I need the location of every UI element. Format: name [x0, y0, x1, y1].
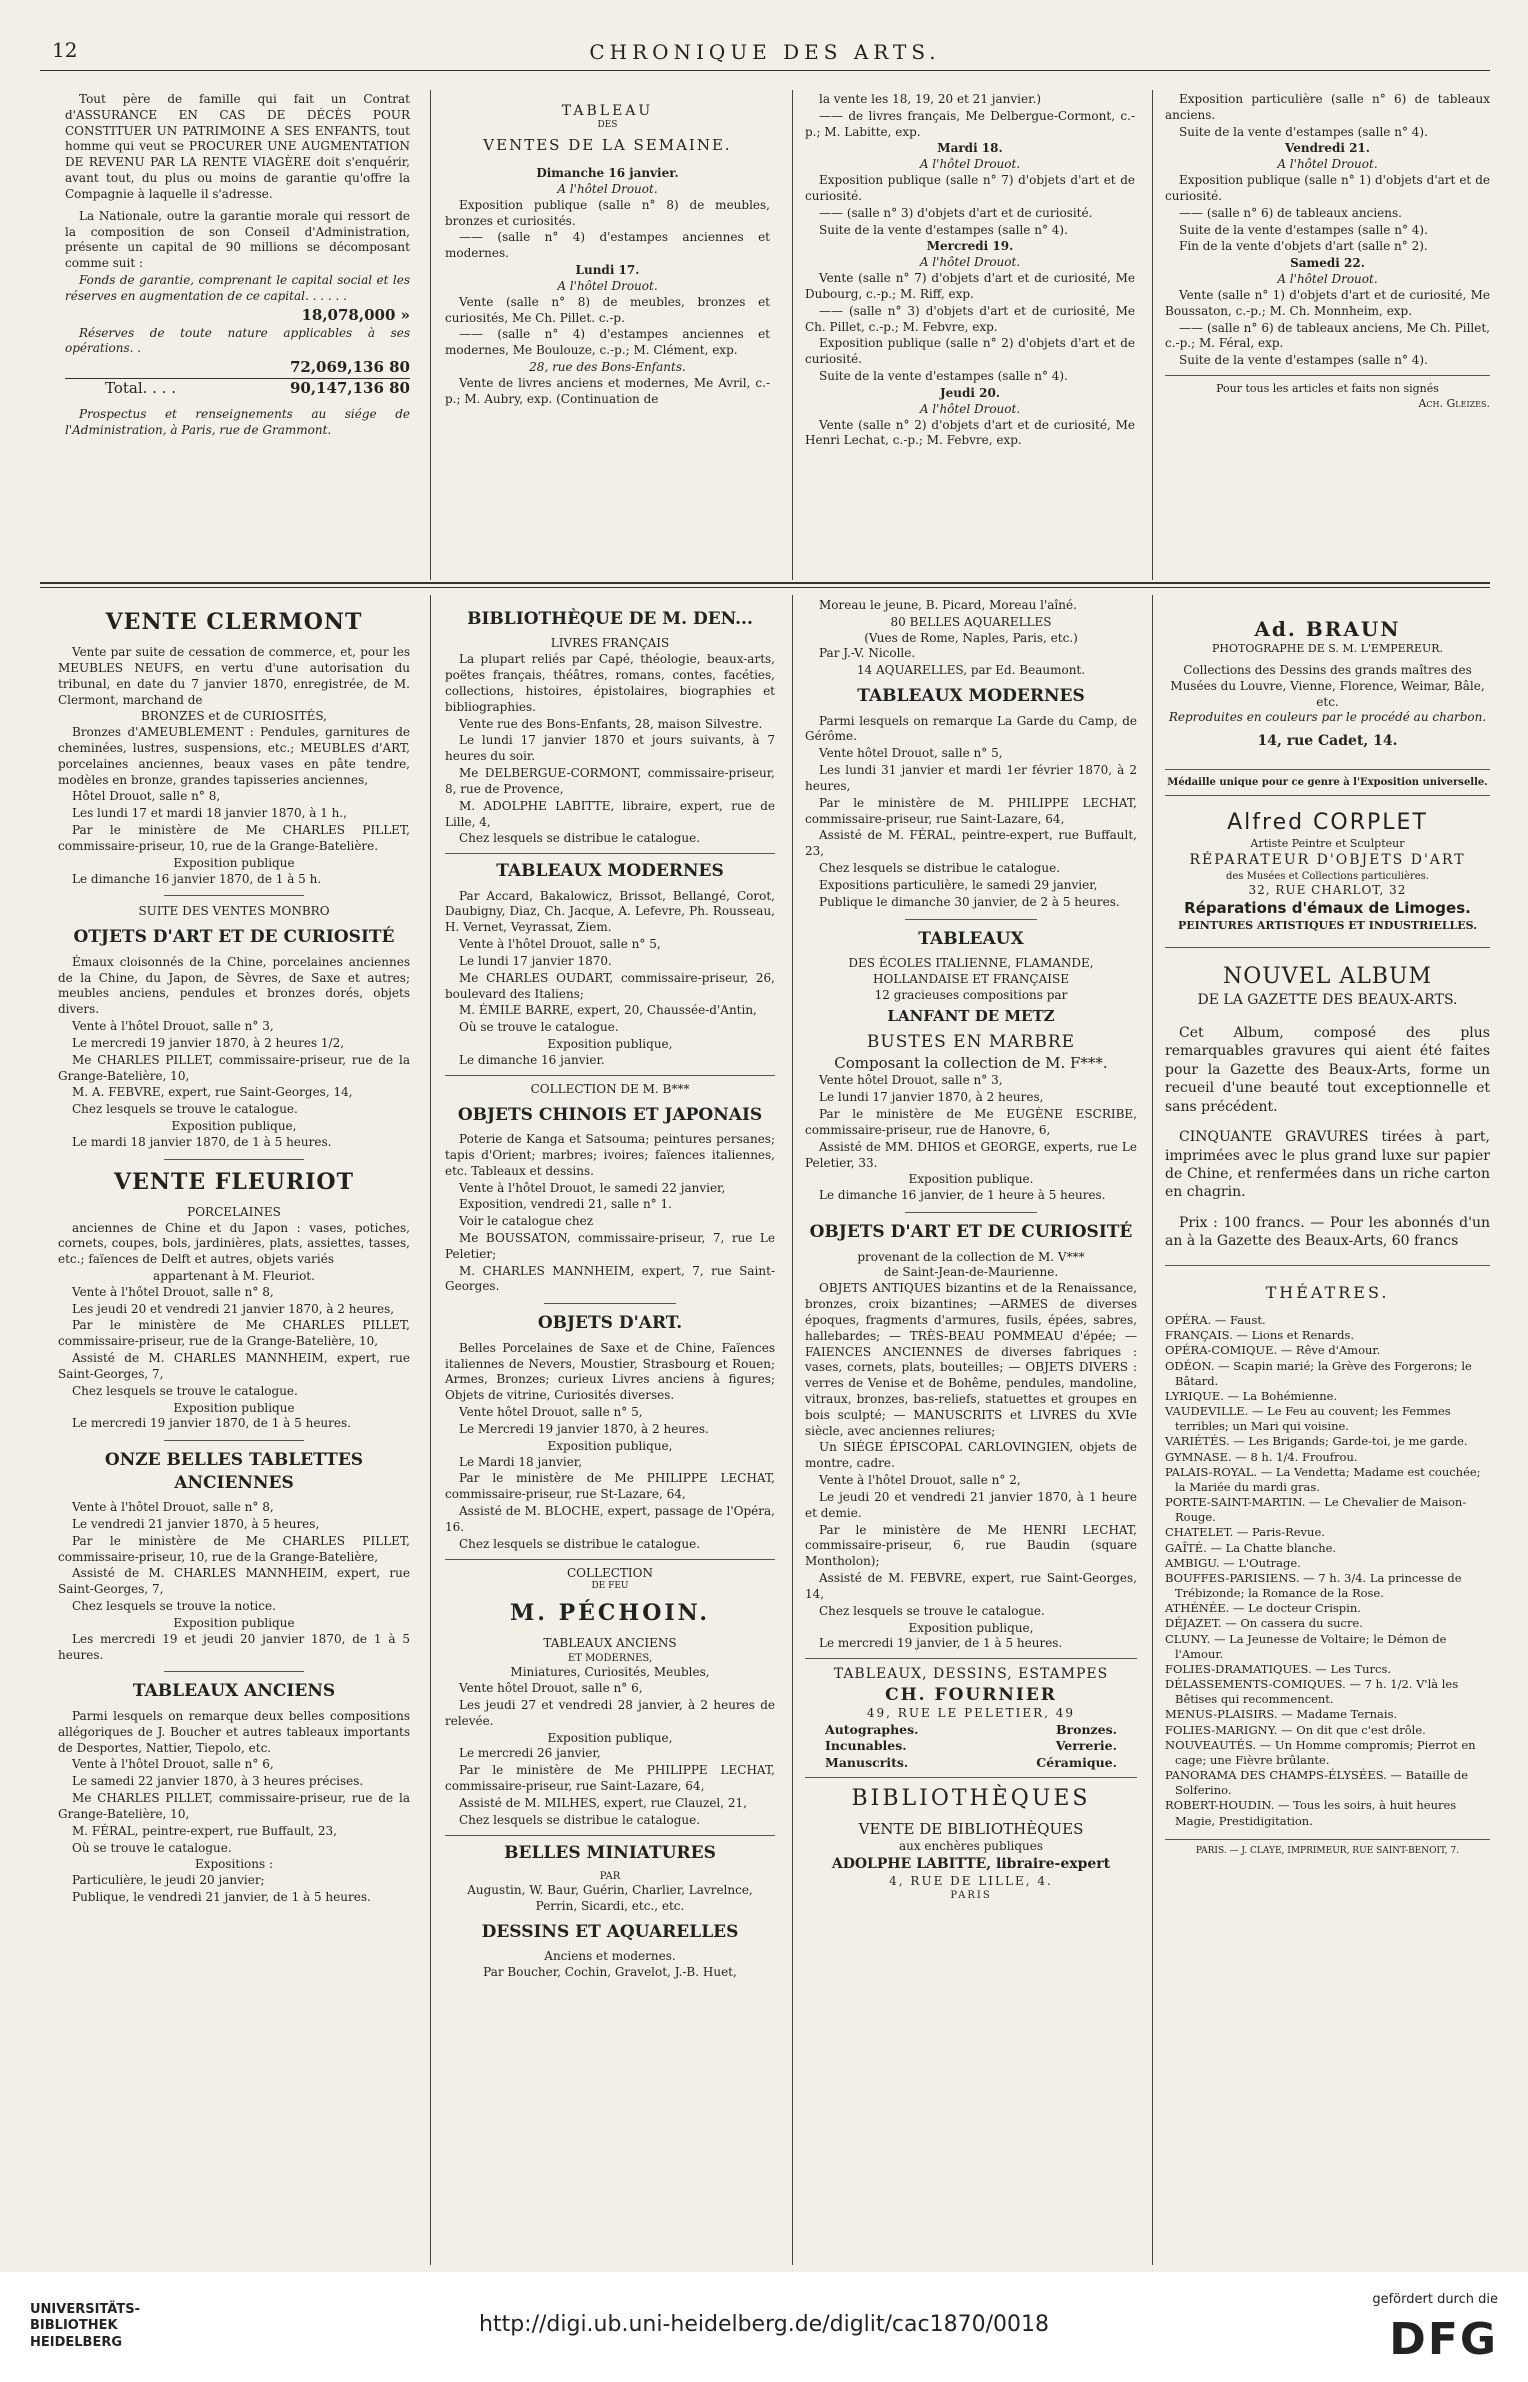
column-2: BIBLIOTHÈQUE DE M. DEN... LIVRES FRANÇAIS La plupart reliés par Capé, théologie, beaux-arts, poëtes français, théâtres, romans, contes, facéties, collections, histoires, épistolaires, biographies et bibliographies. Vente rue des Bons-Enfants, 28, maison Silvestre. Le lundi 17 janvier 1870 et jours suivants, à 7 heures du soir. Me DELBERGUE-CORMONT, commissaire-priseur, 8, rue de Provence, M. ADOLPHE LABITTE, libraire, expert, rue de Lille, 4, Chez lesquels se distribue le catalogue. TABLEAUX MODERNES Par Accard, Bakalowicz, Brissot, Bellangé, Corot, Daubigny, Diaz, Ch. Jacque, A. Lefevre, Ph. Rousseau, H. Vernet, Veyrassat, Ziem. Vente à l'hôtel Drouot, salle n° 5, Le lundi 17 janvier 1870. Me CHARLES OUDART, commissaire-priseur, 26, boulevard des Italiens; M. ÉMILE BARRE, expert, 20, Chaussée-d'Antin, Où se trouve le catalogue. Exposition publique, Le dimanche 16 janvier. COLLECTION DE M. B*** OBJETS CHINOIS ET JAPONAIS Poterie de Kanga et Satsouma; peintures persanes; tapis d'Orient; marbres; ivoires; faïences italiennes, etc. Tableaux et dessins. Vente à l'hôtel Drouot, le samedi 22 janvier, Exposition, vendredi 21, salle n° 1. Voir le catalogue chez Me BOUSSATON, commissaire-priseur, 7, rue Le Peletier; M. CHARLES MANNHEIM, expert, 7, rue Saint-Georges. OBJETS D'ART. Belles Porcelaines de Saxe et de Chine, Faïences italiennes de Nevers, Moustier, Strasbourg et Rouen; Armes, Bronzes; curieux Livres anciens à figures; Objets de vitrine, Curiosités diverses. Vente hôtel Drouot, salle n° 5, Le Mercredi 19 janvier 1870, à 2 heures. Exposition publique, Le Mardi 18 janvier, Par le ministère de Me PHILIPPE LECHAT, commissaire-priseur, rue St-Lazare, 64, Assisté de M. BLOCHE, expert, passage de l'Opéra, 16. Chez lesquels se distribue le catalogue. COLLECTION DE FEU M. PÉCHOIN. TABLEAUX ANCIENS ET MODERNES, Miniatures, Curiosités, Meubles, Vente hôtel Drouot, salle n° 6, Les jeudi 27 et vendredi 28 janvier, à 2 heures de relevée. Exposition publique, Le mercredi 26 janvier, Par le ministère de Me PHILIPPE LECHAT, commissaire-priseur, rue Saint-Lazare, 64, Assisté de M. MILHES, expert, rue Clauzel, 21, Chez lesquels se distribue le catalogue. BELLES MINIATURES PAR Augustin, W. Baur, Guérin, Charlier, Lavrelnce, Perrin, Sicardi, etc., etc. DESSINS ET AQUARELLES Anciens et modernes. Par Boucher, Cochin, Gravelot, J.-B. Huet, [445, 609, 775, 1980]
heading: TABLEAUX ANCIENS [132, 1681, 336, 1702]
theatre-entry: FRANÇAIS. — Lions et Renards. [1165, 1328, 1355, 1343]
assurance-ad: Tout père de famille qui fait un Contrat d'ASSURANCE EN CAS DE DÉCÈS POUR CONSTITUER UN PATRIMOINE A SES ENFANTS, tout homme qui veut se PROCURER UNE AUGMENTATION DE REVENU PAR LA RENTE VIAGÈRE doit s'enquérir, avant tout, du plus ou moins de garantie qu'offre la Compagnie à laquelle il s'adresse. La Nationale, outre la garantie morale qui ressort de la composition de son Conseil d'Administration, présente un capital de 90 millions se décomposant comme suit : Fonds de garantie, comprenant le capital social et les réserves en augmentation de ce capital. . . . . . 18,078,000 » Réserves de toute nature applicables à ses opérations. . 72,069,136 80 Total. . . . 90,147,136 80 Prospectus et renseignements au siége de l'Administration, à Paris, rue de Grammont. [65, 92, 410, 437]
running-title: CHRONIQUE DES ARTS. [589, 40, 941, 64]
column-rule [792, 90, 793, 580]
theatre-entry: GAÎTÉ. — La Chatte blanche. [1165, 1540, 1337, 1555]
heading: OBJETS CHINOIS ET JAPONAIS [457, 1104, 763, 1125]
column-3: Moreau le jeune, B. Picard, Moreau l'aîné. 80 BELLES AQUARELLES (Vues de Rome, Naples, Paris, etc.) Par J.-V. Nicolle. 14 AQUARELLES, par Ed. Beaumont. TABLEAUX MODERNES Parmi lesquels on remarque La Garde du Camp, de Gérôme. Vente hôtel Drouot, salle n° 5, Les lundi 31 janvier et mardi 1er février 1870, à 2 heures, Par le ministère de M. PHILIPPE LECHAT, commissaire-priseur, rue Saint-Lazare, 64, Assisté de M. FÉRAL, peintre-expert, rue Buffault, 23, Chez lesquels se distribue le catalogue. Expositions particulière, le samedi 29 janvier, Publique le dimanche 30 janvier, de 2 à 5 heures. TABLEAUX DES ÉCOLES ITALIENNE, FLAMANDE, HOLLANDAISE ET FRANÇAISE 12 gracieuses compositions par LANFANT DE METZ BUSTES EN MARBRE Composant la collection de M. F***. Vente hôtel Drouot, salle n° 3, Le lundi 17 janvier 1870, à 2 heures, Par le ministère de Me EUGÈNE ESCRIBE, commissaire-priseur, rue de Hanovre, 6, Assisté de MM. DHIOS et GEORGE, experts, rue Le Peletier, 33. Exposition publique. Le dimanche 16 janvier, de 1 heure à 5 heures. OBJETS D'ART ET DE CURIOSITÉ provenant de la collection de M. V*** de Saint-Jean-de-Maurienne. OBJETS ANTIQUES bizantins et de la Renaissance, bronzes, croix bizantines; —ARMES de diverses époques, fragments d'armures, fusils, épées, sabres, hallebardes; — TRÈS-BEAU POMMEAU d'épée; — FAIENCES ANCIENNES de diverses fabriques : vases, cornets, plats, bouteilles; — OBJETS DIVERS : verres de Venise et de Bohême, pendules, mandoline, vitraux, bronzes, bas-reliefs, statuettes et groupes en bois sculpté; — MANUSCRITS et LIVRES du XVIe siècle, avec anciennes reliures; Un SIÉGE ÉPISCOPAL CARLOVINGIEN, objets de montre, cadre. Vente à l'hôtel Drouot, salle n° 2, Le jeudi 20 et vendredi 21 janvier 1870, à 1 heure et demie. Par le ministère de Me HENRI LECHAT, commissaire-priseur, 6, rue Baudin (square Montholon); Assisté de M. FEBVRE, expert, rue Saint-Georges, 14, Chez lesquels se trouve le catalogue. Exposition publique, Le mercredi 19 janvier, de 1 à 5 heures. TABLEAUX, DESSINS, ESTAMPES CH. FOURNIER 49, RUE LE PELETIER, 49 Autographes. Bronzes. Incunables. Verrerie. Manuscrits. Céramique. BIBLIOTHÈQUES VENTE DE BIBLIOTHÈQUES aux enchères publiques ADOLPHE LABITTE, libraire-expert 4, RUE DE LILLE, 4. PARIS [805, 598, 1137, 1902]
column-rule [792, 595, 793, 2265]
theatre-entry: VARIÉTÉS. — Les Brigands; Garde-toi, je me garde. [1165, 1434, 1468, 1449]
footer-bar [0, 2272, 1528, 2382]
theatre-list [1165, 1313, 1490, 1829]
theatre-entry: ATHÉNÉE. — Le docteur Crispin. [1165, 1601, 1361, 1616]
theatre-entry: BOUFFES-PARISIENS. — 7 h. 3/4. La princesse de Trébizonde; la Romance de la Rose. [1165, 1570, 1462, 1601]
heading: OBJETS D'ART. [537, 1313, 683, 1334]
heading: DESSINS ET AQUARELLES [481, 1921, 739, 1942]
theatre-entry: LYRIQUE. — La Bohémienne. [1165, 1388, 1338, 1403]
theatre-entry: OPÉRA. — Faust. [1165, 1312, 1266, 1327]
section-rule [40, 582, 1490, 584]
column-rule [1152, 595, 1153, 2265]
theatre-entry: FOLIES-MARIGNY. — On dit que c'est drôle. [1165, 1722, 1426, 1737]
heading: THÉATRES. [1265, 1282, 1390, 1302]
column-rule [430, 595, 431, 2265]
theatre-entry: DÉJAZET. — On cassera du sucre. [1165, 1616, 1363, 1631]
theatre-entry: PALAIS-ROYAL. — La Vendetta; Madame est couchée; la Mariée du mardi gras. [1165, 1464, 1481, 1494]
theatre-entry: NOUVEAUTÉS. — Un Homme compromis; Pierrot en cage; une Fièvre brûlante. [1165, 1737, 1476, 1767]
column-rule [430, 90, 431, 580]
theatre-entry: CLUNY. — La Jeunesse de Voltaire; le Démon de l'Amour. [1165, 1631, 1447, 1661]
theatre-entry: MENUS-PLAISIRS. — Madame Ternais. [1165, 1707, 1398, 1722]
funding-note: gefördert durch die [1372, 2292, 1498, 2307]
theatre-entry: ODÉON. — Scapin marié; la Grève des Forgerons; le Bâtard. [1165, 1358, 1472, 1388]
column-rule [1152, 90, 1153, 580]
heading: TABLEAUX [918, 928, 1024, 949]
heading: ONZE BELLES TABLETTES ANCIENNES [104, 1450, 364, 1493]
heading: VENTE CLERMONT [105, 609, 363, 635]
heading: NOUVEL ALBUM [1222, 964, 1433, 990]
theatre-entry: ROBERT-HOUDIN. — Tous les soirs, à huit heures Magie, Prestidigitation. [1165, 1798, 1457, 1828]
heading: OBJETS D'ART ET DE CURIOSITÉ [809, 1222, 1133, 1243]
newspaper-page [40, 30, 1490, 2270]
permalink-url[interactable]: http://digi.ub.uni-heidelberg.de/diglit/cac1870/0018 [479, 2312, 1049, 2337]
heading: OTJETS D'ART ET DE CURIOSITÉ [73, 927, 395, 948]
column-1: VENTE CLERMONT Vente par suite de cessation de commerce, et, pour les MEUBLES NEUFS, en vertu d'une autorisation du tribunal, en date du 7 janvier 1870, enregistrée, de M. Clermont, marchand de BRONZES et de CURIOSITÉS, Bronzes d'AMEUBLEMENT : Pendules, garnitures de cheminées, lustres, suspensions, etc.; MEUBLES d'ART, porcelaines anciennes, beaux vases en pâte tendre, modèles en bronze, grandes tapisseries anciennes, Hôtel Drouot, salle n° 8, Les lundi 17 et mardi 18 janvier 1870, à 1 h., Par le ministère de Me CHARLES PILLET, commissaire-priseur, 10, rue de la Grange-Batelière. Exposition publique Le dimanche 16 janvier 1870, de 1 à 5 h. SUITE DES VENTES MONBRO OTJETS D'ART ET DE CURIOSITÉ Émaux cloisonnés de la Chine, porcelaines anciennes de la Chine, du Japon, de Sèvres, de Saxe et autres; meubles anciens, pendules et bronzes dorés, objets divers. Vente à l'hôtel Drouot, salle n° 3, Le mercredi 19 janvier 1870, à 2 heures 1/2, Me CHARLES PILLET, commissaire-priseur, rue de la Grange-Batelière, 10, M. A. FEBVRE, expert, rue Saint-Georges, 14, Chez lesquels se trouve le catalogue. Exposition publique, Le mardi 18 janvier 1870, de 1 à 5 heures. VENTE FLEURIOT PORCELAINES anciennes de Chine et du Japon : vases, potiches, cornets, coupes, bols, jardinières, plats, assiettes, tasses, etc.; faïences de Delft et autres, objets variés appartenant à M. Fleuriot. Vente à l'hôtel Drouot, salle n° 8, Les jeudi 20 et vendredi 21 janvier 1870, à 2 heures, Par le ministère de Me CHARLES PILLET, commissaire-priseur, rue de la Grange-Batelière, 10, Assisté de M. CHARLES MANNHEIM, expert, rue Saint-Georges, 7, Chez lesquels se trouve le catalogue. Exposition publique Le mercredi 19 janvier 1870, de 1 à 5 heures. ONZE BELLES TABLETTES ANCIENNES Vente à l'hôtel Drouot, salle n° 8, Le vendredi 21 janvier 1870, à 5 heures, Par le ministère de Me CHARLES PILLET, commissaire-priseur, 10, rue de la Grange-Batelière, Assisté de M. CHARLES MANNHEIM, expert, rue Saint-Georges, 7, Chez lesquels se trouve la notice. Exposition publique Les mercredi 19 et jeudi 20 janvier 1870, de 1 à 5 heures. TABLEAUX ANCIENS Parmi lesquels on remarque deux belles compositions allégoriques de J. Boucher et autres tableaux importants de Desportes, Nattier, Tiepolo, etc. Vente à l'hôtel Drouot, salle n° 6, Le samedi 22 janvier 1870, à 3 heures précises. Me CHARLES PILLET, commissaire-priseur, rue de la Grange-Batelière, 10, M. FÉRAL, peintre-expert, rue Buffault, 23, Où se trouve le catalogue. Expositions : Particulière, le jeudi 20 janvier; Publique, le vendredi 21 janvier, de 1 à 5 heures. [58, 609, 410, 1904]
ventes-fin: Exposition particulière (salle n° 6) de tableaux anciens. Suite de la vente d'estampes (salle n° 4). Vendredi 21. A l'hôtel Drouot. Exposition publique (salle n° 1) d'objets d'art et de curiosité. —— (salle n° 6) de tableaux anciens. Suite de la vente d'estampes (salle n° 4). Fin de la vente d'objets d'art (salle n° 2). Samedi 22. A l'hôtel Drouot. Vente (salle n° 1) d'objets d'art et de curiosité, Me Boussaton, c.-p.; M. Ch. Monnheim, exp. —— (salle n° 6) de tableaux anciens, Me Ch. Pillet, c.-p.; M. Féral, exp. Suite de la vente d'estampes (salle n° 4). Pour tous les articles et faits non signés Ach. Gleizes. [1165, 92, 1490, 410]
heading: VENTE FLEURIOT [114, 1168, 354, 1195]
page-number: 12 [52, 38, 78, 62]
theatre-entry: PANORAMA DES CHAMPS-ÉLYSÉES. — Bataille de Solferino. [1165, 1768, 1469, 1798]
heading: BIBLIOTHÈQUE DE M. DEN... [467, 609, 753, 629]
university-library-logo[interactable]: UNIVERSITÄTS- BIBLIOTHEK HEIDELBERG [30, 2302, 140, 2350]
theatre-entry: GYMNASE. — 8 h. 1/4. Froufrou. [1165, 1449, 1358, 1464]
heading: M. PÉCHOIN. [509, 1600, 711, 1627]
theatre-entry: DÉLASSEMENTS-COMIQUES. — 7 h. 1/2. V'là les Bêtises qui recommencent. [1165, 1677, 1459, 1707]
page-header [40, 30, 1490, 71]
theatre-entry: VAUDEVILLE. — Le Feu au couvent; les Femmes terribles; un Mari qui voisine. [1165, 1404, 1451, 1434]
theatre-entry: CHATELET. — Paris-Revue. [1165, 1525, 1325, 1540]
column-4: Ad. BRAUN PHOTOGRAPHE DE S. M. L'EMPEREUR. Collections des Dessins des grands maîtres des Musées du Louvre, Vienne, Florence, Weimar, Bâle, etc. Reproduites en couleurs par le procédé au charbon. 14, rue Cadet, 14. Médaille unique pour ce genre à l'Exposition universelle. Alfred CORPLET Artiste Peintre et Sculpteur RÉPARATEUR D'OBJETS D'ART des Musées et Collections particulières. 32, RUE CHARLOT, 32 Réparations d'émaux de Limoges. PEINTURES ARTISTIQUES ET INDUSTRIELLES. NOUVEL ALBUM DE LA GAZETTE DES BEAUX-ARTS. Cet Album, composé des plus remarquables gravures qui aient été faites pour la Gazette des Beaux-Arts, forme un recueil d'une beauté tout exceptionnelle et sans précédent. CINQUANTE GRAVURES tirées à part, imprimées avec le plus grand luxe sur papier de Chine, et renfermées dans un riche carton en chagrin. Prix : 100 francs. — Pour les abonnés d'un an à la Gazette des Beaux-Arts, 60 francs THÉATRES. OPÉRA. — Faust. FRANÇAIS. — Lions et Renards. OPÉRA-COMIQUE. — Rêve d'Amour. ODÉON. — Scapin marié; la Grève des Forgerons; le Bâtard. LYRIQUE. — La Bohémienne. VAUDEVILLE. — Le Feu au couvent; les Femmes terribles; un Mari qui voisine. VARIÉTÉS. — Les Brigands; Garde-toi, je me garde. GYMNASE. — 8 h. 1/4. Froufrou. PALAIS-ROYAL. — La Vendetta; Madame est couchée; la Mariée du mardi gras. PORTE-SAINT-MARTIN. — Le Chevalier de Maison-Rouge. CHATELET. — Paris-Revue. GAÎTÉ. — La Chatte blanche. AMBIGU. — L'Outrage. BOUFFES-PARISIENS. — 7 h. 3/4. La princesse de Trébizonde; la Romance de la Rose. ATHÉNÉE. — Le docteur Crispin. DÉJAZET. — On cassera du sucre. CLUNY. — La Jeunesse de Voltaire; le Démon de l'Amour. FOLIES-DRAMATIQUES. — Les Turcs. DÉLASSEMENTS-COMIQUES. — 7 h. 1/2. V'là les Bêtises qui recommencent. MENUS-PLAISIRS. — Madame Ternais. FOLIES-MARIGNY. — On dit que c'est drôle. NOUVEAUTÉS. — Un Homme compromis; Pierrot en cage; une Fièvre brûlante. PANORAMA DES CHAMPS-ÉLYSÉES. — Bataille de Solferino. ROBERT-HOUDIN. — Tous les soirs, à huit heures Magie, Prestidigitation. PARIS. — J. CLAYE, IMPRIMEUR, RUE SAINT-BENOIT, 7. [1165, 617, 1490, 1856]
section-rule [40, 587, 1490, 588]
ventes-suite: la vente les 18, 19, 20 et 21 janvier.) —— de livres français, Me Delbergue-Cormont, c.-p.; M. Labitte, exp. Mardi 18. A l'hôtel Drouot. Exposition publique (salle n° 7) d'objets d'art et de curiosité. —— (salle n° 3) d'objets d'art et de curiosité. Suite de la vente d'estampes (salle n° 4). Mercredi 19. A l'hôtel Drouot. Vente (salle n° 7) d'objets d'art et de curiosité, Me Dubourg, c.-p.; M. Riff, exp. —— (salle n° 3) d'objets d'art et de curiosité, Me Ch. Pillet, c.-p.; M. Febvre, exp. Exposition publique (salle n° 2) d'objets d'art et de curiosité. Suite de la vente d'estampes (salle n° 4). Jeudi 20. A l'hôtel Drouot. Vente (salle n° 2) d'objets d'art et de curiosité, Me Henri Lechat, c.-p.; M. Febvre, exp. [805, 92, 1135, 448]
theatre-entry: PORTE-SAINT-MARTIN. — Le Chevalier de Maison-Rouge. [1165, 1495, 1467, 1525]
tableau-ventes: TABLEAU DES VENTES DE LA SEMAINE. Dimanche 16 janvier. A l'hôtel Drouot. Exposition publique (salle n° 8) de meubles, bronzes et curiosités. —— (salle n° 4) d'estampes anciennes et modernes. Lundi 17. A l'hôtel Drouot. Vente (salle n° 8) de meubles, bronzes et curiosités, Me Ch. Pillet. c.-p. —— (salle n° 4) d'estampes anciennes et modernes, Me Boulouze, c.-p.; M. Clément, exp. 28, rue des Bons-Enfants. Vente de livres anciens et modernes, Me Avril, c.-p.; M. Aubry, exp. (Continuation de [445, 103, 770, 406]
heading: BIBLIOTHÈQUES [851, 1786, 1091, 1812]
theatre-entry: FOLIES-DRAMATIQUES. — Les Turcs. [1165, 1661, 1392, 1676]
heading: BELLES MINIATURES [504, 1842, 716, 1863]
dfg-logo[interactable]: DFG [1389, 2314, 1498, 2365]
theatre-entry: AMBIGU. — L'Outrage. [1165, 1555, 1301, 1570]
heading: TABLEAUX MODERNES [496, 861, 724, 882]
theatre-entry: OPÉRA-COMIQUE. — Rêve d'Amour. [1165, 1343, 1381, 1358]
heading: TABLEAUX MODERNES [857, 686, 1085, 707]
